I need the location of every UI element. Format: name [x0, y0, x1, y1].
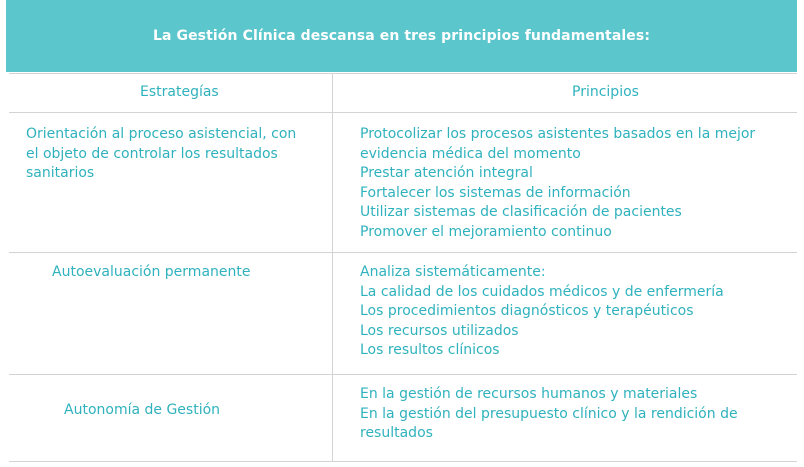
table-bottom-divider: [9, 461, 797, 462]
row2-strategy: [52, 263, 251, 283]
row2-strategy-line: Autoevaluación permanente: [52, 264, 251, 280]
row3-principle-item: En la gestión de recursos humanos y materiales: [360, 386, 698, 402]
column-divider: [332, 73, 333, 462]
row1-principles: [360, 125, 755, 242]
header-principles: Principios: [572, 84, 639, 100]
row3-strategy: [64, 401, 220, 421]
row2-principle-item: Los resultos clínicos: [360, 342, 500, 358]
row3-strategy-line: Autonomía de Gestión: [64, 402, 221, 418]
row2-principle-item: La calidad de los cuidados médicos y de enfermería: [360, 283, 724, 300]
row1-divider: [9, 252, 797, 253]
row1-principle-item: Fortalecer los sistemas de información: [360, 184, 631, 201]
row1-principle-item: Utilizar sistemas de clasificación de pacientes: [360, 204, 682, 220]
row2-principle-item: Analiza sistemáticamente:: [360, 264, 546, 280]
row1-principle-item: Prestar atención integral: [360, 165, 533, 181]
row1-principle-item: Protocolizar los procesos asistentes basados en la mejor: [360, 126, 756, 142]
row1-strategy-line: el objeto de controlar los resultados: [26, 145, 278, 162]
row1-strategy: [26, 125, 326, 184]
title-banner: [6, 0, 797, 72]
row2-principle-item: Los recursos utilizados: [360, 322, 519, 339]
header-bottom-divider: [9, 112, 797, 113]
row3-principle-item: resultados: [360, 425, 433, 441]
row2-principle-item: Los procedimientos diagnósticos y terapéuticos: [360, 303, 694, 319]
header-top-divider: [9, 73, 797, 74]
row3-principle-item: En la gestión del presupuesto clínico y la rendición de: [360, 405, 738, 422]
row1-strategy-line: Orientación al proceso asistencial, con: [26, 126, 297, 142]
row2-principles: [360, 263, 724, 361]
row1-strategy-line: sanitarios: [26, 165, 95, 181]
row2-divider: [9, 374, 797, 375]
row3-principles: [360, 385, 738, 444]
row1-principle-item: evidencia médica del momento: [360, 145, 581, 162]
page-title: La Gestión Clínica descansa en tres principios fundamentales:: [152, 28, 651, 44]
row1-principle-item: Promover el mejoramiento continuo: [360, 223, 612, 240]
header-strategies: Estrategías: [140, 84, 219, 100]
